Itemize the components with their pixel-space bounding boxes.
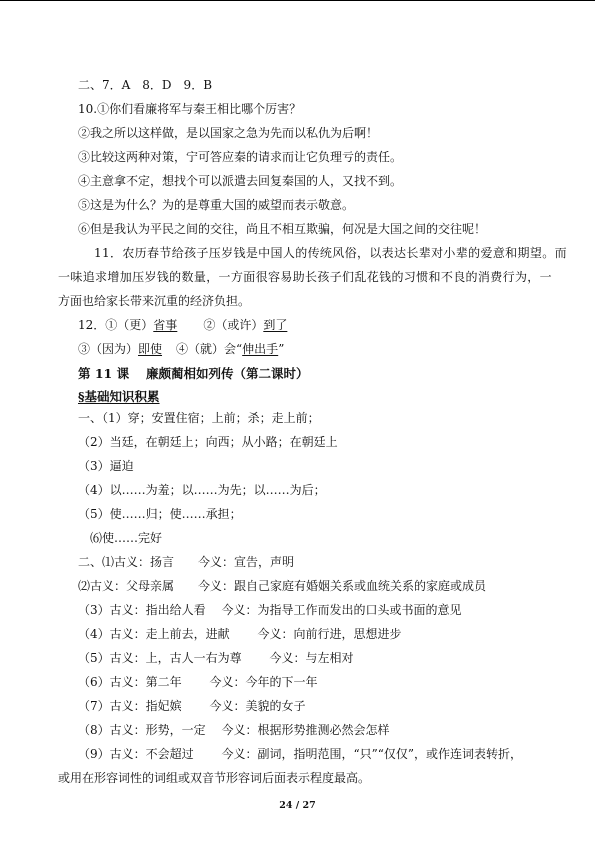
part1-line-4: （4）以……为羞；以……为先；以……为后； [78, 483, 326, 497]
part2-line-1: 二、⑴古义：扬言 今义：宣告，声明 [78, 555, 295, 569]
section-heading: §基础知识积累 [78, 389, 160, 404]
part1-line-2: （2）当廷，在朝廷上；向西；从小路；在朝廷上 [78, 435, 338, 449]
part1-line-1: 一、（1）穿；安置住宿；上前；杀；走上前； [78, 411, 320, 425]
q10-line-4: ④主意拿不定，想找个可以派遣去回复秦国的人，又找不到。 [78, 174, 403, 188]
q10-line-6: ⑥但是我认为平民之间的交往，尚且不相互欺骗，何况是大国之间的交往呢！ [78, 222, 487, 236]
q12-d-prefix: ④（就）会“ [176, 342, 243, 356]
q10-line-1: 10.①你们看廉将军与秦王相比哪个厉害？ [78, 102, 302, 116]
part1-line-5: （5）使……归；使……承担； [78, 507, 242, 521]
q12-number: 12． [78, 318, 106, 332]
q12-c-prefix: ③（因为） [78, 342, 139, 356]
part2-line-4: （4）古义：走上前去，进献 今义：向前行进，思想进步 [78, 627, 402, 641]
q12-line-1 [78, 317, 287, 333]
q12-c-answer: 即使 [138, 342, 163, 356]
part2-line-2: ⑵古义：父母亲属 今义：跟自己家庭有婚姻关系或血统关系的家庭或成员 [78, 579, 487, 593]
q10-line-5: ⑤这是为什么？为的是尊重大国的威望而表示敬意。 [78, 198, 355, 212]
part2-line-7: （7）古义：指妃嫔 今义：美貌的女子 [78, 699, 306, 713]
q12-line-2 [78, 341, 284, 357]
part2-line-8: （8）古义：形势，一定 今义：根据形势推测必然会怎样 [78, 723, 390, 737]
part2-line-9: （9）古义：不会超过 今义：副词，指明范围，“只”“仅仅”，或作连词表转折， [78, 747, 522, 761]
mcq-answers: 二、7．A 8．D 9．B [78, 78, 213, 92]
part2-line-6: （6）古义：第二年 今义：今年的下一年 [78, 675, 318, 689]
q10-line-2: ②我之所以这样做，是以国家之急为先而以私仇为后啊！ [78, 126, 379, 140]
q11-line-1: 11．农历春节给孩子压岁钱是中国人的传统风俗，以表达长辈对小辈的爱意和期望。而 [94, 246, 567, 260]
q12-b-answer: 到了 [263, 318, 288, 332]
part2-line-10: 或用在形容词性的词组或双音节形容词后面表示程度最高。 [58, 771, 371, 785]
part1-line-6: ⑹使……完好 [90, 531, 163, 545]
q11-line-3: 方面也给家长带来沉重的经济负担。 [58, 294, 251, 308]
q10-line-3: ③比较这两种对策，宁可答应秦的请求而让它负理亏的责任。 [78, 150, 403, 164]
q12-d-answer: 伸出手 [242, 342, 279, 356]
part2-line-5: （5）古义：上，古人一右为尊 今义：与左相对 [78, 651, 354, 665]
q12-b-prefix: ②（或许） [203, 318, 264, 332]
page-number: 24 / 27 [279, 800, 316, 811]
part2-line-3: （3）古义：指出给人看 今义：为指导工作而发出的口头或书面的意见 [78, 603, 462, 617]
lesson-title: 第 11 课 廉颇蔺相如列传（第二课时） [78, 366, 309, 381]
q12-d-suffix: ” [278, 342, 285, 356]
page-top-rule [0, 0, 595, 1]
q12-a-answer: 省事 [153, 318, 178, 332]
part1-line-3: （3）逼迫 [78, 459, 134, 473]
q12-a-prefix: ①（更） [105, 318, 154, 332]
q11-line-2: 一味追求增加压岁钱的数量，一方面很容易助长孩子们乱花钱的习惯和不良的消费行为，一 [58, 270, 553, 284]
